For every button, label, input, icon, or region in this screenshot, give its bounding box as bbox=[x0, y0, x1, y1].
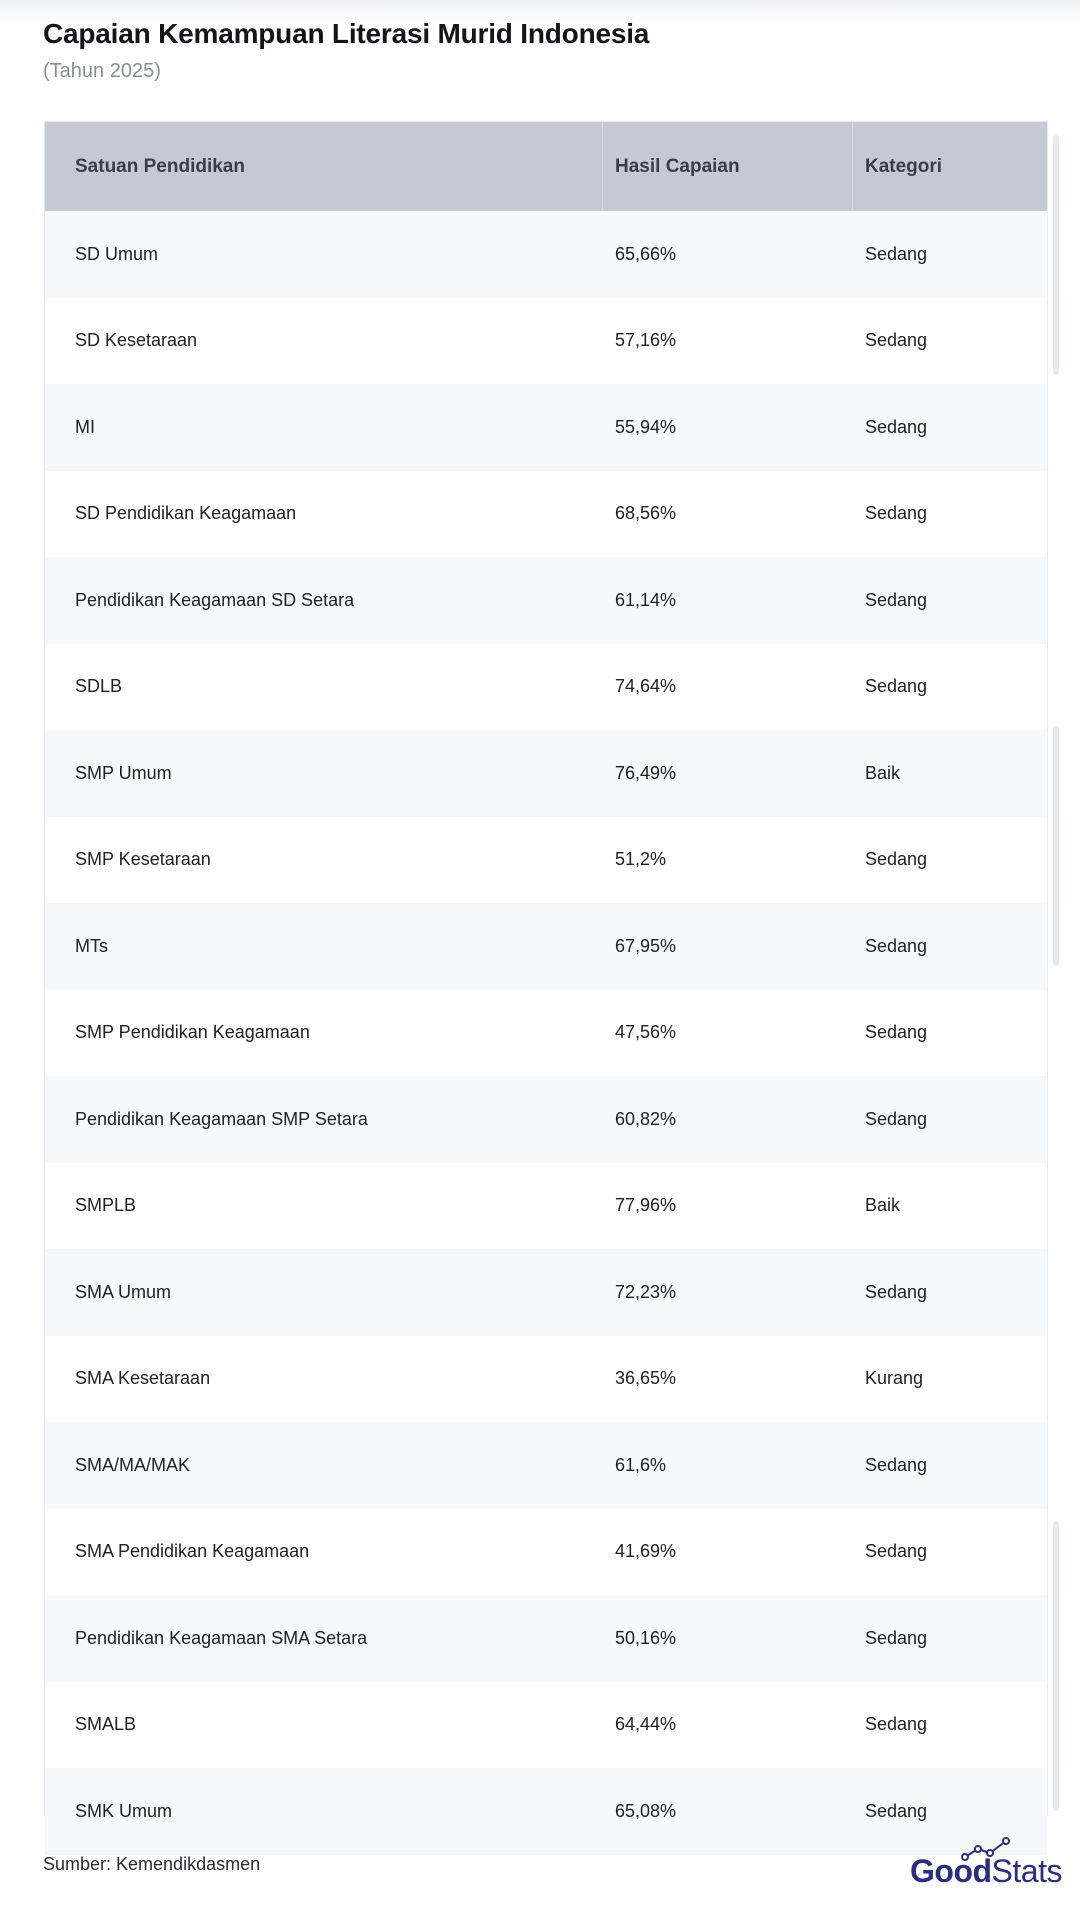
cell-satuan: SMA Umum bbox=[75, 1281, 172, 1302]
table-row[interactable] bbox=[45, 990, 1047, 1077]
cell-satuan: SMP Kesetaraan bbox=[75, 849, 211, 870]
table-row[interactable] bbox=[45, 471, 1047, 558]
table-row[interactable] bbox=[45, 903, 1047, 990]
table-row[interactable] bbox=[45, 384, 1047, 471]
cell-satuan: SMA Pendidikan Keagamaan bbox=[75, 1541, 310, 1562]
cell-kategori: Sedang bbox=[865, 1627, 928, 1648]
cell-kategori: Sedang bbox=[865, 330, 928, 351]
cell-hasil: 41,69% bbox=[615, 1541, 677, 1562]
cell-hasil: 60,82% bbox=[615, 1108, 677, 1129]
cell-hasil: 64,44% bbox=[615, 1714, 677, 1735]
cell-hasil: 67,95% bbox=[615, 935, 677, 956]
table-row[interactable] bbox=[45, 1249, 1047, 1336]
page-subtitle: (Tahun 2025) bbox=[43, 60, 161, 82]
cell-satuan: SDLB bbox=[75, 676, 123, 697]
table-row[interactable] bbox=[45, 1595, 1047, 1682]
cell-kategori: Sedang bbox=[865, 1281, 928, 1302]
cell-satuan: SMALB bbox=[75, 1714, 137, 1735]
cell-kategori: Baik bbox=[865, 762, 901, 783]
cell-satuan: Pendidikan Keagamaan SMA Setara bbox=[75, 1627, 368, 1648]
cell-kategori: Sedang bbox=[865, 1541, 928, 1562]
cell-kategori: Sedang bbox=[865, 1454, 928, 1475]
cell-kategori: Sedang bbox=[865, 503, 928, 524]
table-row[interactable] bbox=[45, 1509, 1047, 1596]
column-header-hasil[interactable]: Hasil Capaian bbox=[615, 156, 740, 177]
cell-hasil: 50,16% bbox=[615, 1627, 677, 1648]
column-header-satuan[interactable]: Satuan Pendidikan bbox=[75, 156, 245, 177]
cell-satuan: MTs bbox=[75, 935, 108, 956]
cell-hasil: 47,56% bbox=[615, 1022, 677, 1043]
table-row[interactable] bbox=[45, 298, 1047, 385]
table-row[interactable] bbox=[45, 1682, 1047, 1769]
cell-satuan: SD Kesetaraan bbox=[75, 330, 198, 351]
table-row[interactable] bbox=[45, 817, 1047, 904]
cell-kategori: Sedang bbox=[865, 1800, 928, 1821]
cell-satuan: SD Umum bbox=[75, 243, 159, 264]
cell-kategori: Baik bbox=[865, 1195, 901, 1216]
cell-kategori: Sedang bbox=[865, 935, 928, 956]
cell-kategori: Sedang bbox=[865, 243, 928, 264]
table-row[interactable] bbox=[45, 1336, 1047, 1423]
logo-wordmark: GoodStats bbox=[910, 1853, 1062, 1889]
cell-hasil: 36,65% bbox=[615, 1368, 677, 1389]
column-divider bbox=[852, 122, 853, 211]
goodstats-logo bbox=[910, 1843, 1060, 1893]
cell-hasil: 76,49% bbox=[615, 762, 677, 783]
cell-hasil: 72,23% bbox=[615, 1281, 677, 1302]
column-divider bbox=[602, 122, 603, 211]
table-row[interactable] bbox=[45, 1768, 1047, 1855]
table-row[interactable] bbox=[45, 1076, 1047, 1163]
cell-satuan: SMPLB bbox=[75, 1195, 137, 1216]
table-header bbox=[45, 122, 1047, 211]
cell-hasil: 65,66% bbox=[615, 243, 677, 264]
table-row[interactable] bbox=[45, 211, 1047, 298]
cell-satuan: Pendidikan Keagamaan SD Setara bbox=[75, 589, 355, 610]
scrollbar[interactable] bbox=[1052, 121, 1060, 1821]
cell-kategori: Sedang bbox=[865, 676, 928, 697]
cell-kategori: Sedang bbox=[865, 416, 928, 437]
cell-hasil: 74,64% bbox=[615, 676, 677, 697]
cell-kategori: Sedang bbox=[865, 1714, 928, 1735]
cell-satuan: SMK Umum bbox=[75, 1800, 173, 1821]
cell-hasil: 68,56% bbox=[615, 503, 677, 524]
cell-hasil: 61,6% bbox=[615, 1454, 667, 1475]
scrollbar-thumb[interactable] bbox=[1053, 726, 1059, 966]
cell-hasil: 61,14% bbox=[615, 589, 677, 610]
cell-satuan: Pendidikan Keagamaan SMP Setara bbox=[75, 1108, 368, 1129]
cell-satuan: SD Pendidikan Keagamaan bbox=[75, 503, 297, 524]
cell-hasil: 51,2% bbox=[615, 849, 667, 870]
cell-satuan: SMA/MA/MAK bbox=[75, 1454, 191, 1475]
page-title: Capaian Kemampuan Literasi Murid Indonesia bbox=[43, 18, 650, 49]
column-header-kategori[interactable]: Kategori bbox=[865, 156, 943, 177]
scrollbar-thumb[interactable] bbox=[1053, 135, 1059, 375]
cell-satuan: MI bbox=[75, 416, 95, 437]
table-row[interactable] bbox=[45, 730, 1047, 817]
scrollbar-thumb[interactable] bbox=[1053, 1521, 1059, 1811]
cell-satuan: SMA Kesetaraan bbox=[75, 1368, 211, 1389]
cell-kategori: Kurang bbox=[865, 1368, 924, 1389]
cell-satuan: SMP Pendidikan Keagamaan bbox=[75, 1022, 310, 1043]
cell-hasil: 57,16% bbox=[615, 330, 677, 351]
table-row[interactable] bbox=[45, 644, 1047, 731]
source-note: Sumber: Kemendikdasmen bbox=[43, 1854, 261, 1874]
cell-hasil: 65,08% bbox=[615, 1800, 677, 1821]
cell-kategori: Sedang bbox=[865, 849, 928, 870]
table-row[interactable] bbox=[45, 557, 1047, 644]
cell-hasil: 55,94% bbox=[615, 416, 677, 437]
cell-satuan: SMP Umum bbox=[75, 762, 172, 783]
table-body bbox=[45, 211, 1047, 1821]
cell-kategori: Sedang bbox=[865, 589, 928, 610]
table-row[interactable] bbox=[45, 1422, 1047, 1509]
data-table bbox=[44, 121, 1048, 1821]
cell-kategori: Sedang bbox=[865, 1022, 928, 1043]
table-row[interactable] bbox=[45, 1163, 1047, 1250]
cell-kategori: Sedang bbox=[865, 1108, 928, 1129]
cell-hasil: 77,96% bbox=[615, 1195, 677, 1216]
